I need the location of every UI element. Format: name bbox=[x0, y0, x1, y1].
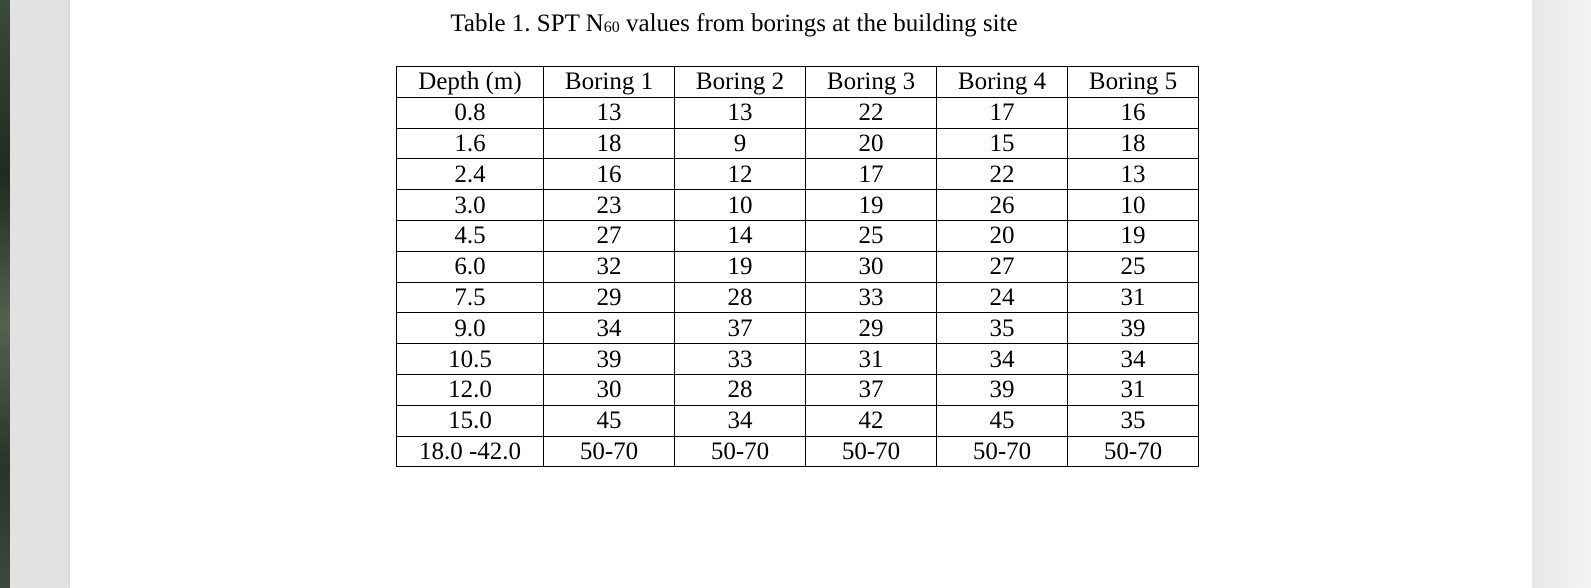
cell-depth: 7.5 bbox=[397, 282, 544, 313]
table-row bbox=[397, 436, 1199, 467]
cell-boring-2: 28 bbox=[675, 282, 806, 313]
background-photo-strip bbox=[0, 0, 10, 588]
cell-boring-5: 10 bbox=[1068, 190, 1199, 221]
cell-boring-3: 25 bbox=[806, 220, 937, 251]
cell-boring-2: 50-70 bbox=[675, 436, 806, 467]
cell-boring-1: 30 bbox=[544, 374, 675, 405]
cell-depth: 6.0 bbox=[397, 251, 544, 282]
table-row bbox=[397, 97, 1199, 128]
cell-boring-1: 16 bbox=[544, 159, 675, 190]
cell-boring-3: 29 bbox=[806, 313, 937, 344]
cell-boring-2: 10 bbox=[675, 190, 806, 221]
table-row bbox=[397, 251, 1199, 282]
cell-boring-2: 28 bbox=[675, 374, 806, 405]
cell-depth: 18.0 -42.0 bbox=[397, 436, 544, 467]
cell-boring-3: 17 bbox=[806, 159, 937, 190]
table-row bbox=[397, 128, 1199, 159]
cell-boring-4: 17 bbox=[937, 97, 1068, 128]
cell-boring-2: 37 bbox=[675, 313, 806, 344]
cell-boring-5: 31 bbox=[1068, 282, 1199, 313]
cell-boring-4: 34 bbox=[937, 344, 1068, 375]
cell-boring-1: 13 bbox=[544, 97, 675, 128]
viewer-gutter-right bbox=[1532, 0, 1591, 588]
cell-depth: 2.4 bbox=[397, 159, 544, 190]
table-row bbox=[397, 220, 1199, 251]
table-row bbox=[397, 374, 1199, 405]
cell-depth: 0.8 bbox=[397, 97, 544, 128]
cell-boring-5: 18 bbox=[1068, 128, 1199, 159]
cell-depth: 12.0 bbox=[397, 374, 544, 405]
cell-boring-4: 26 bbox=[937, 190, 1068, 221]
table-row bbox=[397, 190, 1199, 221]
cell-boring-4: 22 bbox=[937, 159, 1068, 190]
cell-boring-5: 25 bbox=[1068, 251, 1199, 282]
cell-boring-1: 27 bbox=[544, 220, 675, 251]
cell-boring-4: 24 bbox=[937, 282, 1068, 313]
cell-boring-5: 13 bbox=[1068, 159, 1199, 190]
cell-depth: 9.0 bbox=[397, 313, 544, 344]
header-boring-1: Boring 1 bbox=[544, 67, 675, 98]
header-boring-4: Boring 4 bbox=[937, 67, 1068, 98]
cell-depth: 4.5 bbox=[397, 220, 544, 251]
cell-depth: 10.5 bbox=[397, 344, 544, 375]
table-row bbox=[397, 313, 1199, 344]
table-row bbox=[397, 159, 1199, 190]
cell-boring-3: 22 bbox=[806, 97, 937, 128]
cell-boring-2: 34 bbox=[675, 405, 806, 436]
cell-boring-1: 23 bbox=[544, 190, 675, 221]
cell-boring-3: 50-70 bbox=[806, 436, 937, 467]
cell-boring-2: 33 bbox=[675, 344, 806, 375]
cell-boring-5: 39 bbox=[1068, 313, 1199, 344]
cell-boring-3: 31 bbox=[806, 344, 937, 375]
table-body bbox=[397, 97, 1199, 467]
cell-boring-5: 19 bbox=[1068, 220, 1199, 251]
cell-boring-1: 34 bbox=[544, 313, 675, 344]
cell-boring-4: 20 bbox=[937, 220, 1068, 251]
caption-suffix: values from borings at the building site bbox=[619, 10, 1018, 37]
cell-boring-4: 27 bbox=[937, 251, 1068, 282]
cell-boring-3: 19 bbox=[806, 190, 937, 221]
table-row bbox=[397, 405, 1199, 436]
cell-boring-5: 31 bbox=[1068, 374, 1199, 405]
cell-boring-5: 50-70 bbox=[1068, 436, 1199, 467]
header-boring-3: Boring 3 bbox=[806, 67, 937, 98]
cell-boring-4: 35 bbox=[937, 313, 1068, 344]
cell-boring-2: 13 bbox=[675, 97, 806, 128]
cell-boring-4: 39 bbox=[937, 374, 1068, 405]
cell-boring-4: 45 bbox=[937, 405, 1068, 436]
cell-boring-1: 29 bbox=[544, 282, 675, 313]
cell-boring-4: 15 bbox=[937, 128, 1068, 159]
cell-depth: 15.0 bbox=[397, 405, 544, 436]
cell-boring-5: 35 bbox=[1068, 405, 1199, 436]
cell-boring-1: 18 bbox=[544, 128, 675, 159]
cell-boring-3: 20 bbox=[806, 128, 937, 159]
cell-boring-3: 33 bbox=[806, 282, 937, 313]
header-boring-2: Boring 2 bbox=[675, 67, 806, 98]
cell-boring-1: 50-70 bbox=[544, 436, 675, 467]
cell-depth: 3.0 bbox=[397, 190, 544, 221]
cell-boring-3: 42 bbox=[806, 405, 937, 436]
viewer-gutter-left bbox=[10, 0, 70, 588]
table-row bbox=[397, 282, 1199, 313]
cell-boring-4: 50-70 bbox=[937, 436, 1068, 467]
table-header-row bbox=[397, 67, 1199, 98]
cell-boring-1: 32 bbox=[544, 251, 675, 282]
header-depth: Depth (m) bbox=[397, 67, 544, 98]
cell-boring-2: 12 bbox=[675, 159, 806, 190]
caption-subscript: 60 bbox=[603, 19, 620, 36]
spt-table bbox=[396, 66, 1199, 467]
caption-prefix: Table 1. SPT N bbox=[450, 10, 604, 37]
cell-boring-5: 34 bbox=[1068, 344, 1199, 375]
cell-boring-2: 14 bbox=[675, 220, 806, 251]
header-boring-5: Boring 5 bbox=[1068, 67, 1199, 98]
cell-depth: 1.6 bbox=[397, 128, 544, 159]
cell-boring-3: 30 bbox=[806, 251, 937, 282]
cell-boring-1: 45 bbox=[544, 405, 675, 436]
cell-boring-5: 16 bbox=[1068, 97, 1199, 128]
cell-boring-2: 9 bbox=[675, 128, 806, 159]
cell-boring-1: 39 bbox=[544, 344, 675, 375]
cell-boring-3: 37 bbox=[806, 374, 937, 405]
table-row bbox=[397, 344, 1199, 375]
document-page bbox=[70, 0, 1532, 588]
table-caption bbox=[70, 10, 1398, 38]
cell-boring-2: 19 bbox=[675, 251, 806, 282]
